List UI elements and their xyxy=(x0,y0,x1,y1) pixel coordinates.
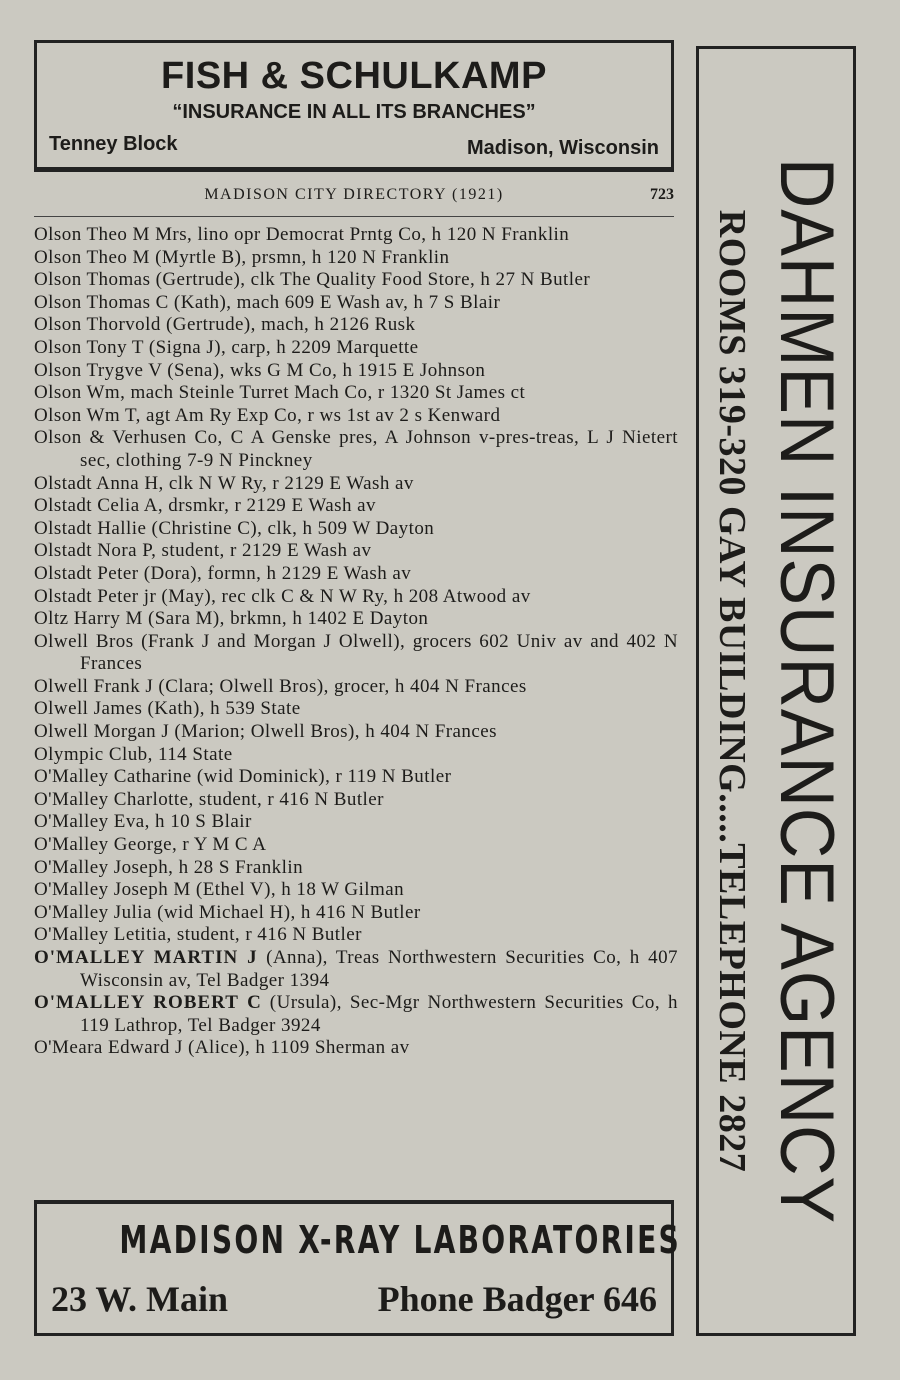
directory-entry xyxy=(34,405,678,428)
entry-text: Olstadt Peter jr (May), rec clk C & N W Ry, h 208 Atwood av xyxy=(34,585,531,607)
entry-text: Olstadt Celia A, drsmkr, r 2129 E Wash av xyxy=(34,495,376,517)
directory-entry xyxy=(34,879,678,902)
entry-text: Olson Trygve V (Sena), wks G M Co, h 1915 E Johnson xyxy=(34,359,486,381)
directory-entry xyxy=(34,631,678,676)
entry-text: O'Malley Charlotte, student, r 416 N Butler xyxy=(34,788,384,810)
directory-entry xyxy=(34,698,678,721)
entry-text: Olson Wm T, agt Am Ry Exp Co, r ws 1st av 2 s Kenward xyxy=(34,404,501,426)
directory-entry xyxy=(34,473,678,496)
directory-entry xyxy=(34,224,678,247)
entry-text: O'Meara Edward J (Alice), h 1109 Sherman av xyxy=(34,1037,410,1059)
entry-text: Olson Wm, mach Steinle Turret Mach Co, r 1320 St James ct xyxy=(34,382,526,404)
directory-entry xyxy=(34,857,678,880)
entry-text: O'Malley Julia (wid Michael H), h 416 N Butler xyxy=(34,901,421,923)
directory-title: MADISON CITY DIRECTORY (1921) xyxy=(204,186,504,203)
directory-entry xyxy=(34,314,678,337)
entry-text: Olson Theo M Mrs, lino opr Democrat Prntg Co, h 120 N Franklin xyxy=(34,224,570,245)
entry-text: Olson Theo M (Myrtle B), prsmn, h 120 N Franklin xyxy=(34,246,450,268)
ad-address-left: Tenney Block xyxy=(49,133,178,155)
entry-text: O'Malley Joseph M (Ethel V), h 18 W Gilman xyxy=(34,879,405,901)
directory-entry xyxy=(34,1037,678,1060)
entry-bold-name: O'MALLEY ROBERT C xyxy=(34,992,262,1014)
entry-text: Olwell Bros (Frank J and Morgan J Olwell), grocers 602 Univ av and 402 N Frances xyxy=(34,630,678,675)
page-number: 723 xyxy=(650,186,674,203)
directory-entry xyxy=(34,766,678,789)
directory-entry xyxy=(34,540,678,563)
ad-address: 23 W. Main xyxy=(51,1279,229,1319)
entry-text: O'Malley Catharine (wid Dominick), r 119 N Butler xyxy=(34,766,452,788)
entry-text: Olson Tony T (Signa J), carp, h 2209 Marquette xyxy=(34,336,419,358)
directory-entry xyxy=(34,721,678,744)
entry-text: Olympic Club, 114 State xyxy=(34,743,233,765)
entry-text: O'Malley Letitia, student, r 416 N Butler xyxy=(34,924,362,946)
entry-bold-name: O'MALLEY MARTIN J xyxy=(34,947,258,968)
ad-rooms-telephone: ROOMS 319-320 GAY BUILDING.....TELEPHONE 2827 xyxy=(711,209,753,1173)
directory-entry xyxy=(34,337,678,360)
entry-text: Olstadt Hallie (Christine C), clk, h 509 W Dayton xyxy=(34,517,435,539)
entry-text: Olstadt Anna H, clk N W Ry, r 2129 E Wash av xyxy=(34,472,414,494)
directory-entry xyxy=(34,947,678,992)
entry-text: Olson Thomas C (Kath), mach 609 E Wash av, h 7 S Blair xyxy=(34,291,501,313)
directory-entry xyxy=(34,608,678,631)
directory-entry xyxy=(34,789,678,812)
running-head xyxy=(34,186,674,217)
ad-address-right: Madison, Wisconsin xyxy=(466,137,659,159)
entry-text: Olwell Frank J (Clara; Olwell Bros), grocer, h 404 N Frances xyxy=(34,675,527,697)
directory-entry xyxy=(34,360,678,383)
entry-text: Olwell James (Kath), h 539 State xyxy=(34,698,301,720)
directory-entry xyxy=(34,495,678,518)
directory-entry xyxy=(34,992,678,1037)
directory-entry xyxy=(34,924,678,947)
entry-text: O'Malley Joseph, h 28 S Franklin xyxy=(34,856,304,878)
directory-entry xyxy=(34,269,678,292)
ad-phone: Phone Badger 646 xyxy=(377,1279,657,1319)
directory-entry xyxy=(34,902,678,925)
entry-text: Olson Thomas (Gertrude), clk The Quality Food Store, h 27 N Butler xyxy=(34,269,591,291)
entry-text: Oltz Harry M (Sara M), brkmn, h 1402 E Dayton xyxy=(34,608,429,630)
entry-text: Olwell Morgan J (Marion; Olwell Bros), h 404 N Frances xyxy=(34,721,497,743)
directory-entry xyxy=(34,518,678,541)
entry-text: O'Malley George, r Y M C A xyxy=(34,834,267,856)
directory-entry xyxy=(34,834,678,857)
fish-schulkamp-ad xyxy=(34,40,674,172)
directory-entry xyxy=(34,382,678,405)
directory-entry xyxy=(34,811,678,834)
entry-text: (Anna), Treas Northwestern Securities Co, h 407 Wisconsin av, Tel Badger 1394 xyxy=(80,947,678,991)
directory-entry xyxy=(34,427,678,472)
ad-agency-name: DAHMEN INSURANCE AGENCY xyxy=(764,157,849,1225)
entry-text: Olson & Verhusen Co, C A Genske pres, A Johnson v-pres-treas, L J Nietert sec, clothing 7-9 N Pinckney xyxy=(34,427,678,471)
ad-slogan: “INSURANCE IN ALL ITS BRANCHES” xyxy=(172,101,536,123)
directory-entry xyxy=(34,563,678,586)
entry-text: (Ursula), Sec-Mgr Northwestern Securities Co, h 119 Lathrop, Tel Badger 3924 xyxy=(80,992,678,1036)
ad-firm-name: FISH & SCHULKAMP xyxy=(161,55,547,97)
directory-entry xyxy=(34,676,678,699)
directory-listings xyxy=(34,224,678,1060)
ad-firm-name: MADISON X-RAY LABORATORIES xyxy=(119,1218,682,1262)
entry-text: Olson Thorvold (Gertrude), mach, h 2126 Rusk xyxy=(34,314,416,336)
directory-entry xyxy=(34,586,678,609)
side-ad-rotated-content xyxy=(701,71,851,1311)
dahmen-insurance-ad xyxy=(696,46,856,1336)
directory-entry xyxy=(34,247,678,270)
directory-entry xyxy=(34,292,678,315)
entry-text: O'Malley Eva, h 10 S Blair xyxy=(34,811,252,833)
directory-entry xyxy=(34,744,678,767)
entry-text: Olstadt Nora P, student, r 2129 E Wash av xyxy=(34,540,372,562)
entry-text: Olstadt Peter (Dora), formn, h 2129 E Wash av xyxy=(34,562,412,584)
xray-laboratories-ad xyxy=(34,1200,682,1336)
